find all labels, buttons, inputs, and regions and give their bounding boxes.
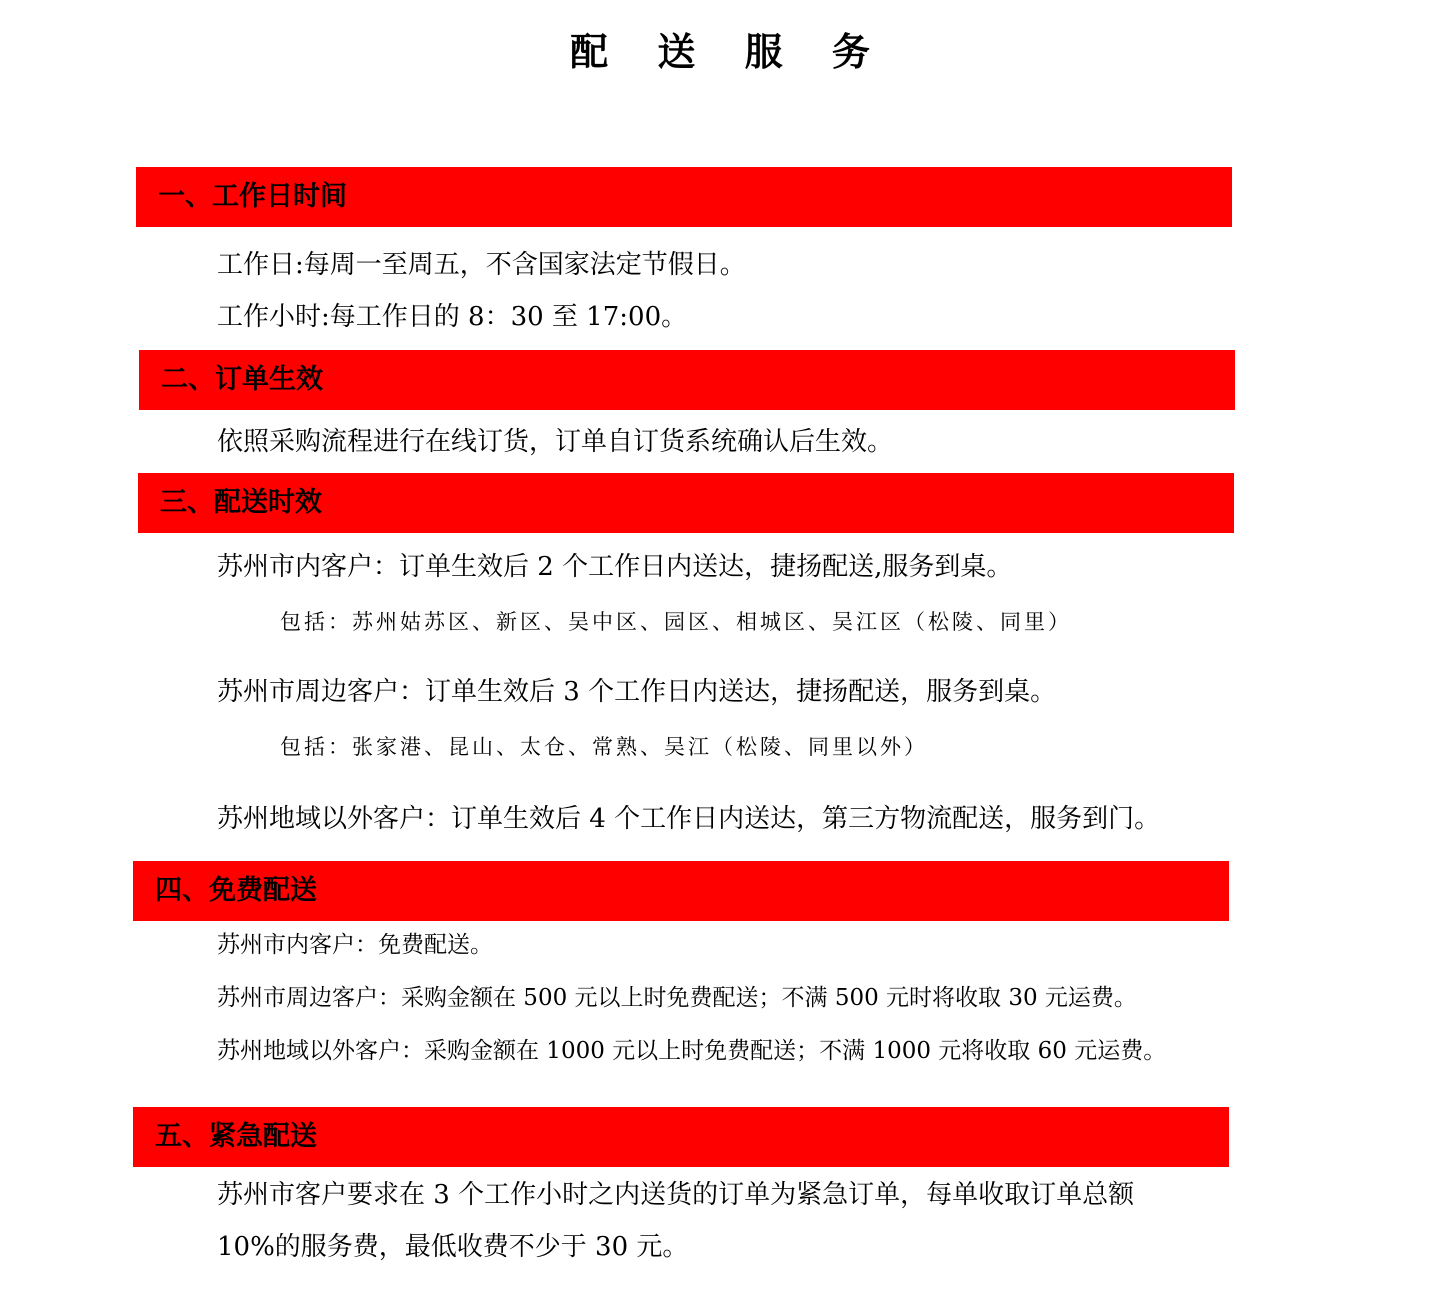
section-heading-work-hours: 一、工作日时间 [136, 167, 1232, 227]
delivery-city-line: 苏州市内客户：订单生效后 2 个工作日内送达，捷扬配送,服务到桌。 [217, 552, 1013, 582]
work-hours-line: 工作小时:每工作日的 8：30 至 17:00。 [217, 302, 688, 332]
section-heading-order-effective: 二、订单生效 [139, 350, 1235, 410]
section-heading-urgent-delivery: 五、紧急配送 [133, 1107, 1229, 1167]
free-city-line: 苏州市内客户：免费配送。 [217, 932, 493, 958]
free-outside-line: 苏州地域以外客户：采购金额在 1000 元以上时免费配送；不满 1000 元将收取 60 元运费。 [217, 1038, 1167, 1064]
section-heading-delivery-time: 三、配送时效 [138, 473, 1234, 533]
delivery-surrounding-areas: 包括：张家港、昆山、太仓、常熟、吴江（松陵、同里以外） [280, 735, 928, 759]
section-heading-free-delivery: 四、免费配送 [133, 861, 1229, 921]
free-surrounding-line: 苏州市周边客户：采购金额在 500 元以上时免费配送；不满 500 元时将收取 30 元运费。 [217, 985, 1137, 1011]
work-days-line: 工作日:每周一至周五，不含国家法定节假日。 [217, 250, 746, 280]
page-title: 配 送 服 务 [570, 29, 888, 74]
delivery-outside-line: 苏州地域以外客户：订单生效后 4 个工作日内送达，第三方物流配送，服务到门。 [217, 804, 1161, 834]
delivery-surrounding-line: 苏州市周边客户：订单生效后 3 个工作日内送达，捷扬配送，服务到桌。 [217, 677, 1057, 707]
delivery-city-areas: 包括：苏州姑苏区、新区、吴中区、园区、相城区、吴江区（松陵、同里） [280, 610, 1072, 634]
urgent-line-2: 10%的服务费，最低收费不少于 30 元。 [217, 1232, 689, 1262]
order-effective-line: 依照采购流程进行在线订货，订单自订货系统确认后生效。 [217, 427, 894, 457]
urgent-line-1: 苏州市客户要求在 3 个工作小时之内送货的订单为紧急订单，每单收取订单总额 [217, 1180, 1135, 1210]
